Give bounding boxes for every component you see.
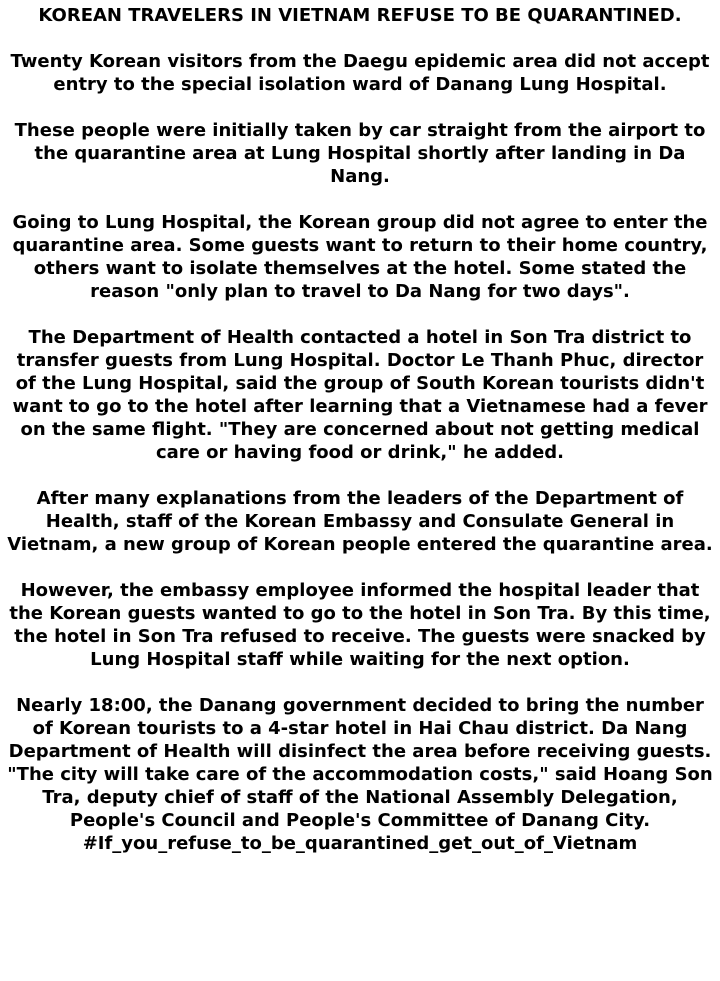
post-title: KOREAN TRAVELERS IN VIETNAM REFUSE TO BE QUARANTINED. — [38, 5, 682, 26]
paragraph-6: However, the embassy employee informed the hospital leader that the Korean guests wanted to go to the hotel in Son Tra. By this time, the hotel in Son Tra refused to receive. The guests were snacked by Lung Hospital staff while waiting for the next option. — [9, 580, 711, 670]
paragraph-2: These people were initially taken by car straight from the airport to the quarantine area at Lung Hospital shortly after landing in Da Nang. — [14, 120, 706, 187]
paragraph-4: The Department of Health contacted a hotel in Son Tra district to transfer guests from Lung Hospital. Doctor Le Thanh Phuc, director of the Lung Hospital, said the group of South Korean tourists didn't want to go to the hotel after learning that a Vietnamese had a fever on the same flight. "They are concerned about not getting medical care or having food or drink," he added. — [12, 327, 708, 463]
hashtag: #If_you_refuse_to_be_quarantined_get_out_of_Vietnam — [82, 833, 638, 854]
paragraph-3: Going to Lung Hospital, the Korean group did not agree to enter the quarantine area. Some guests want to return to their home country, others want to isolate themselves at the hotel. Some stated the reason "only plan to travel to Da Nang for two days". — [12, 212, 708, 302]
paragraph-7: Nearly 18:00, the Danang government decided to bring the number of Korean tourists to a 4-star hotel in Hai Chau district. Da Nang Department of Health will disinfect the area before receiving guests. "The city will take care of the accommodation costs," said Hoang Son Tra, deputy chief of staff of the National Assembly Delegation, People's Council and People's Committee of Danang City. — [7, 695, 713, 831]
paragraph-1: Twenty Korean visitors from the Daegu epidemic area did not accept entry to the special isolation ward of Danang Lung Hospital. — [10, 51, 710, 95]
paragraph-5: After many explanations from the leaders of the Department of Health, staff of the Korean Embassy and Consulate General in Vietnam, a new group of Korean people entered the quarantine area. — [7, 488, 713, 555]
